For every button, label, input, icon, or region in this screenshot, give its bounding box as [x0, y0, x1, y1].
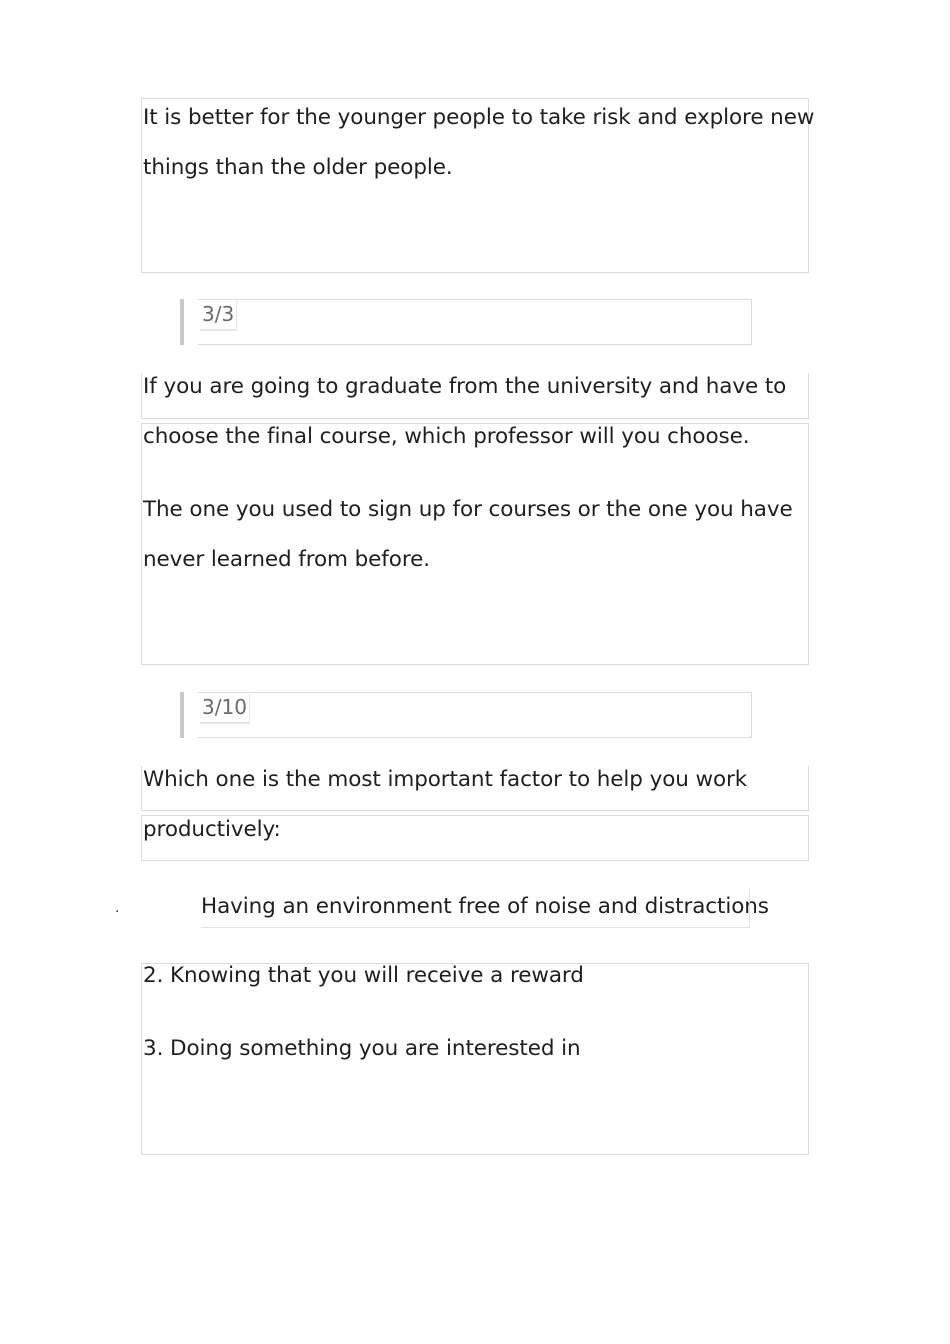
- question-2-box: [141, 423, 809, 665]
- quote-bar-1: [180, 299, 184, 345]
- option-1-right-edge: [749, 889, 750, 927]
- option-3-text: 3. Doing something you are interested in: [143, 1036, 581, 1061]
- question-3-line-1: Which one is the most important factor to help you work: [143, 767, 748, 792]
- question-1-line-1: It is better for the younger people to take risk and explore new: [143, 105, 815, 130]
- question-1-line-2: things than the older people.: [143, 155, 453, 180]
- question-2-line-2: choose the final course, which professor will you choose.: [143, 424, 750, 449]
- question-2-line-3: The one you used to sign up for courses or the one you have: [143, 497, 793, 522]
- option-1-text: Having an environment free of noise and distractions: [201, 894, 769, 919]
- option-1-bullet: .: [115, 900, 120, 916]
- counter-2: 3/10: [200, 694, 250, 724]
- quote-bar-2: [180, 692, 184, 738]
- question-2-line-1: If you are going to graduate from the university and have to: [143, 374, 787, 399]
- question-3-line-2: productively:: [143, 817, 281, 842]
- counter-1-box: [198, 299, 752, 345]
- option-2-text: 2. Knowing that you will receive a reward: [143, 963, 584, 988]
- option-1-underline: [201, 927, 750, 928]
- counter-1: 3/3: [200, 301, 237, 331]
- counter-2-box: [198, 692, 752, 738]
- question-2-line-4: never learned from before.: [143, 547, 430, 572]
